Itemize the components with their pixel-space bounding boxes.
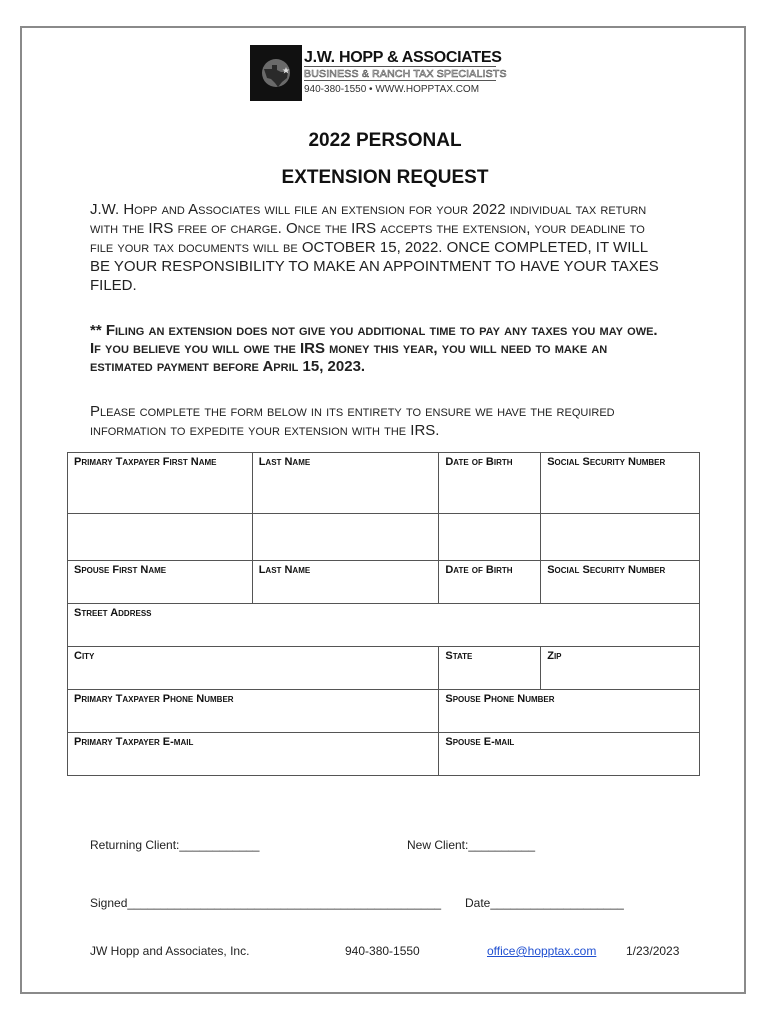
table-row [68, 514, 700, 561]
spouse-last-name-field[interactable]: Last Name [252, 561, 439, 604]
signature-field[interactable]: Signed_______________________________________________ [90, 896, 442, 910]
company-email-link[interactable]: office@hopptax.com [487, 944, 597, 958]
document-date: 1/23/2023 [626, 944, 680, 958]
blank-cell[interactable] [439, 514, 541, 561]
returning-client-field[interactable]: Returning Client:____________ [90, 838, 260, 852]
form-subtitle: EXTENSION REQUEST [281, 167, 489, 188]
table-row [68, 604, 700, 647]
logo-company-name: J.W. HOPP & ASSOCIATES [304, 49, 502, 66]
table-row [68, 647, 700, 690]
table-row [68, 561, 700, 604]
spouse-first-name-field[interactable]: Spouse First Name [68, 561, 253, 604]
table-row [68, 690, 700, 733]
blank-cell[interactable] [252, 514, 439, 561]
table-row [68, 733, 700, 776]
spouse-ssn-field[interactable]: Social Security Number [541, 561, 700, 604]
taxpayer-info-form [67, 452, 700, 776]
primary-dob-field[interactable]: Date of Birth [439, 453, 541, 514]
company-phone: 940-380-1550 [345, 944, 420, 958]
logo-contact: 940-380-1550 • WWW.HOPPTAX.COM [304, 84, 480, 95]
city-field[interactable]: City [68, 647, 439, 690]
company-name: JW Hopp and Associates, Inc. [90, 944, 250, 958]
form-title: 2022 PERSONAL [308, 130, 462, 151]
date-field[interactable]: Date____________________ [465, 896, 624, 910]
instructions-paragraph: Please complete the form below in its entirety to ensure we have the required information to expedite your extension with the IRS. [90, 403, 615, 439]
primary-last-name-field[interactable]: Last Name [252, 453, 439, 514]
logo-divider [304, 66, 496, 67]
primary-first-name-field[interactable]: Primary Taxpayer First Name [68, 453, 253, 514]
blank-cell[interactable] [68, 514, 253, 561]
primary-phone-field[interactable]: Primary Taxpayer Phone Number [68, 690, 439, 733]
primary-ssn-field[interactable]: Social Security Number [541, 453, 700, 514]
primary-email-field[interactable]: Primary Taxpayer E-mail [68, 733, 439, 776]
new-client-field[interactable]: New Client:__________ [407, 838, 536, 852]
texas-logo-icon [250, 45, 302, 101]
payment-warning: ** Filing an extension does not give you additional time to pay any taxes you may owe. If you believe you will owe the IRS money this year, you will need to make an estimated payment before April 15, 2023. [90, 322, 658, 375]
spouse-email-field[interactable]: Spouse E-mail [439, 733, 700, 776]
table-row [68, 453, 700, 514]
company-logo [250, 45, 507, 101]
blank-cell[interactable] [541, 514, 700, 561]
spouse-phone-field[interactable]: Spouse Phone Number [439, 690, 700, 733]
zip-field[interactable]: Zip [541, 647, 700, 690]
spouse-dob-field[interactable]: Date of Birth [439, 561, 541, 604]
logo-tagline: BUSINESS & RANCH TAX SPECIALISTS [304, 68, 507, 80]
state-field[interactable]: State [439, 647, 541, 690]
intro-paragraph: J.W. Hopp and Associates will file an extension for your 2022 individual tax return with the IRS free of charge. Once the IRS accepts the extension, your deadline to file your tax documents will be OCTOBER 15, 2022. ONCE COMPLETED, IT WILL BE YOUR RESPONSIBILITY TO MAKE AN APPOINTMENT TO HAVE YOUR TAXES FILED. [90, 201, 659, 294]
logo-divider [304, 80, 496, 81]
street-address-field[interactable]: Street Address [68, 604, 700, 647]
